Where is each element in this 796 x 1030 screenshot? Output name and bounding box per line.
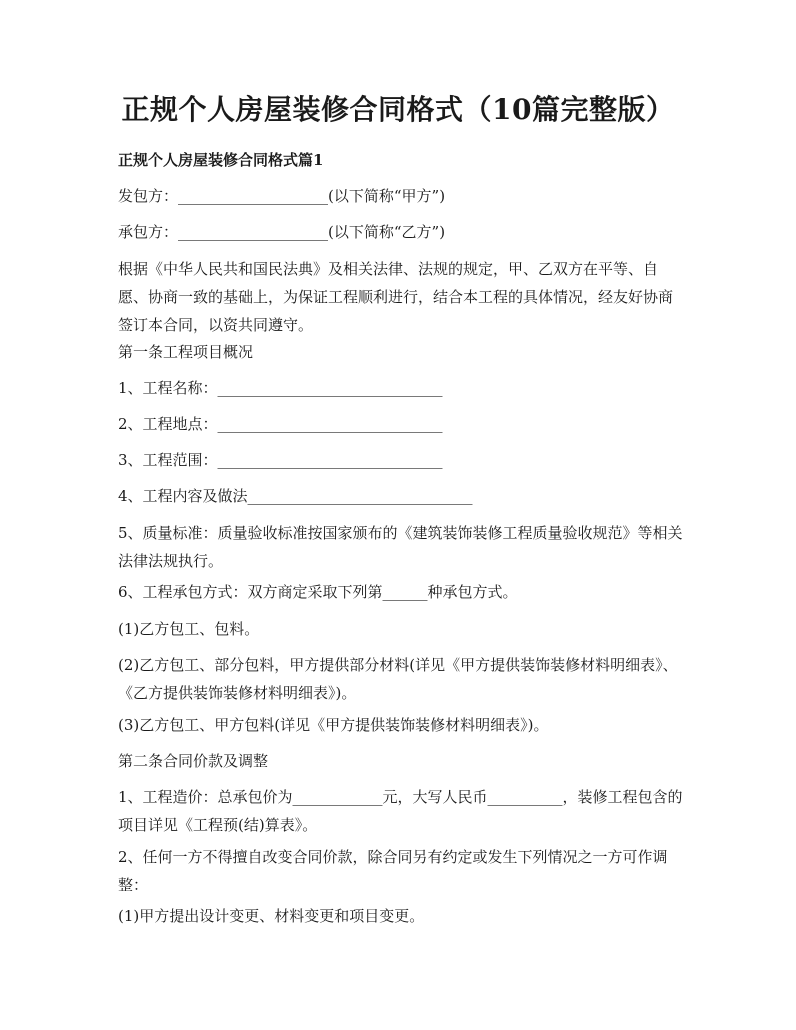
paragraph-option-3: (3)乙方包工、甲方包料(详见《甲方提供装饰装修材料明细表》)。 bbox=[118, 716, 549, 734]
paragraph-project-scope: 3、工程范围：______________________________ bbox=[118, 451, 443, 469]
paragraph-project-location: 2、工程地点：______________________________ bbox=[118, 415, 443, 433]
page-title: 正规个人房屋装修合同格式（10篇完整版） bbox=[121, 93, 675, 126]
paragraph-contractor: 承包方：____________________(以下简称“乙方”) bbox=[118, 223, 446, 241]
paragraph-option-1: (1)乙方包工、包料。 bbox=[118, 620, 260, 638]
paragraph-project-name: 1、工程名称：______________________________ bbox=[118, 379, 443, 397]
paragraph-price-adjustment: 2、任何一方不得擅自改变合同价款，除合同另有约定或发生下列情况之一方可作调整： bbox=[118, 848, 668, 894]
paragraph-option-2: (2)乙方包工、部分包料，甲方提供部分材料(详见《甲方提供装饰装修材料明细表》、《乙方提供装饰装修材料明细表》)。 bbox=[118, 656, 678, 702]
paragraph-employer: 发包方：____________________(以下简称“甲方”) bbox=[118, 187, 446, 205]
paragraph-preamble: 根据《中华人民共和国民法典》及相关法律、法规的规定，甲、乙双方在平等、自愿、协商一致的基础上，为保证工程顺利进行，结合本工程的具体情况，经友好协商签订本合同，以资共同遵守。 bbox=[118, 260, 674, 334]
paragraph-project-cost: 1、工程造价：总承包价为____________元，大写人民币__________，装修工程包含的项目详见《工程预(结)算表》。 bbox=[118, 788, 683, 834]
paragraph-article-1-heading: 第一条工程项目概况 bbox=[118, 343, 254, 361]
section-title: 正规个人房屋装修合同格式篇1 bbox=[118, 151, 324, 169]
paragraph-article-2-heading: 第二条合同价款及调整 bbox=[118, 752, 269, 770]
paragraph-quality-standard: 5、质量标准：质量验收标准按国家颁布的《建筑装饰装修工程质量验收规范》等相关法律法规执行。 bbox=[118, 524, 683, 570]
paragraph-project-content: 4、工程内容及做法______________________________ bbox=[118, 487, 473, 505]
paragraph-contract-method: 6、工程承包方式：双方商定采取下列第______种承包方式。 bbox=[118, 583, 518, 601]
paragraph-adjustment-case-1: (1)甲方提出设计变更、材料变更和项目变更。 bbox=[118, 907, 425, 925]
